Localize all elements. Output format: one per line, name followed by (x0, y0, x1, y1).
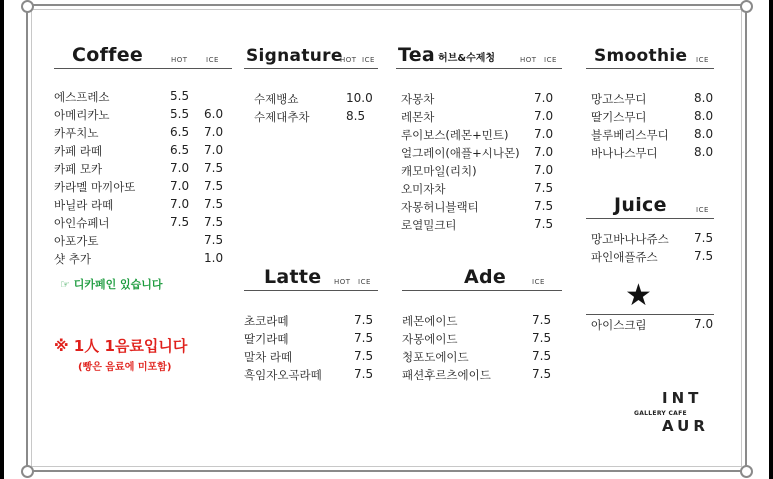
ade-header (402, 264, 562, 291)
juice-list (591, 231, 719, 267)
latte-item-name: 흑임자오곡라떼 (244, 368, 322, 382)
tea-item-row (401, 109, 567, 127)
signature-list (254, 91, 388, 127)
smoothie-item-name: 망고스무디 (591, 92, 647, 106)
latte-item-row (244, 331, 378, 349)
latte-ice-label: ICE (358, 278, 371, 286)
coffee-ice-label: ICE (206, 56, 219, 64)
coffee-item-name: 카라멜 마끼아또 (54, 180, 136, 194)
signature-title: Signature (246, 46, 343, 66)
coffee-header (54, 42, 232, 69)
ade-item-row (402, 313, 562, 331)
tea-item-name: 자몽허니블랙티 (401, 200, 479, 214)
tea-item-name: 루이보스(레몬+민트) (401, 128, 509, 142)
ade-item-name: 자몽에이드 (402, 332, 458, 346)
tea-item-row (401, 199, 567, 217)
coffee-item-name: 아포가토 (54, 234, 99, 248)
latte-item-price-price: 7.5 (354, 313, 374, 327)
ade-item-row (402, 331, 562, 349)
signature-header (244, 42, 378, 69)
latte-item-price-price: 7.5 (354, 331, 374, 345)
coffee-item-hot-price: 7.0 (170, 197, 190, 211)
tea-title-text: Tea (398, 44, 436, 66)
coffee-item-hot-price: 7.5 (170, 215, 190, 229)
tea-item-row (401, 181, 567, 199)
coffee-item-row (54, 197, 232, 215)
smoothie-item-price-price: 8.0 (694, 91, 714, 105)
coffee-item-name: 아인슈페너 (54, 216, 110, 230)
coffee-item-hot-price: 6.5 (170, 143, 190, 157)
logo-middle: GALLERY CAFE (634, 410, 687, 417)
corner-ornament (21, 0, 34, 13)
tea-item-price-price: 7.0 (534, 127, 554, 141)
tea-item-row (401, 163, 567, 181)
latte-hot-label: HOT (334, 278, 351, 286)
coffee-item-ice-price: 7.0 (204, 125, 224, 139)
ade-ice-label: ICE (532, 278, 545, 286)
one-drink-note: ※ 1人 1음료입니다 (54, 337, 188, 355)
smoothie-title: Smoothie (594, 46, 688, 66)
tea-item-price-price: 7.5 (534, 199, 554, 213)
coffee-item-row (54, 215, 232, 233)
signature-item-price-price: 10.0 (346, 91, 373, 105)
left-edge (0, 0, 4, 479)
ade-item-price-price: 7.5 (532, 331, 552, 345)
ade-item-name: 레몬에이드 (402, 314, 458, 328)
juice-item-name: 망고바나나쥬스 (591, 232, 669, 246)
tea-item-name: 자몽차 (401, 92, 435, 106)
coffee-item-hot-price: 6.5 (170, 125, 190, 139)
coffee-item-ice-price: 1.0 (204, 251, 224, 265)
latte-item-name: 딸기라떼 (244, 332, 289, 346)
coffee-item-hot-price: 7.0 (170, 161, 190, 175)
juice-title: Juice (614, 194, 667, 216)
coffee-item-name: 샷 추가 (54, 252, 91, 266)
latte-item-name: 말차 라떼 (244, 350, 293, 364)
coffee-item-name: 아메리카노 (54, 108, 110, 122)
ade-item-row (402, 349, 562, 367)
latte-section (244, 264, 378, 382)
smoothie-header (586, 42, 714, 69)
signature-item-row (254, 109, 388, 127)
logo-top: INT (662, 389, 703, 407)
smoothie-list (591, 91, 719, 163)
coffee-item-name: 에스프레소 (54, 90, 110, 104)
latte-item-row (244, 367, 378, 385)
signature-item-price-price: 8.5 (346, 109, 366, 123)
latte-list (244, 313, 378, 385)
tea-item-name: 레몬차 (401, 110, 435, 124)
coffee-item-row (54, 251, 232, 269)
coffee-item-name: 바닐라 라떼 (54, 198, 114, 212)
ade-item-price-price: 7.5 (532, 313, 552, 327)
logo-bottom: AUR (662, 417, 709, 435)
coffee-hot-label: HOT (171, 56, 188, 64)
coffee-item-row (54, 89, 232, 107)
icecream-divider (586, 314, 714, 315)
juice-section (586, 192, 714, 264)
juice-item-price-price: 7.5 (694, 249, 714, 263)
signature-ice-label: ICE (362, 56, 375, 64)
ade-item-price-price: 7.5 (532, 367, 552, 381)
icecream-name: 아이스크림 (591, 318, 647, 332)
smoothie-item-row (591, 109, 719, 127)
smoothie-item-price-price: 8.0 (694, 145, 714, 159)
ade-item-name: 청포도에이드 (402, 350, 469, 364)
coffee-item-ice-price: 7.5 (204, 197, 224, 211)
coffee-item-ice-price: 7.5 (204, 215, 224, 229)
ade-list (402, 313, 562, 385)
icecream-price: 7.0 (694, 317, 714, 331)
tea-item-price-price: 7.0 (534, 163, 554, 177)
tea-item-row (401, 91, 567, 109)
tea-item-price-price: 7.0 (534, 109, 554, 123)
juice-ice-label: ICE (696, 206, 709, 214)
coffee-item-row (54, 125, 232, 143)
latte-header (244, 264, 378, 291)
star-icon: ★ (625, 278, 652, 313)
signature-item-name: 수제뱅쇼 (254, 92, 299, 106)
coffee-list (54, 89, 232, 269)
tea-item-price-price: 7.5 (534, 217, 554, 231)
tea-title (398, 44, 495, 66)
coffee-item-ice-price: 7.0 (204, 143, 224, 157)
coffee-item-name: 카페 모카 (54, 162, 103, 176)
juice-item-name: 파인애플쥬스 (591, 250, 658, 264)
corner-ornament (21, 465, 34, 478)
smoothie-item-name: 딸기스무디 (591, 110, 647, 124)
icecream-section (586, 314, 714, 333)
latte-item-name: 초코라떼 (244, 314, 289, 328)
coffee-item-row (54, 179, 232, 197)
smoothie-section (586, 42, 714, 160)
tea-item-row (401, 145, 567, 163)
right-edge (769, 0, 773, 479)
tea-header (396, 42, 562, 69)
smoothie-item-row (591, 91, 719, 109)
latte-item-price-price: 7.5 (354, 349, 374, 363)
corner-ornament (740, 0, 753, 13)
smoothie-item-price-price: 8.0 (694, 127, 714, 141)
cafe-logo (626, 389, 709, 437)
coffee-item-name: 카페 라떼 (54, 144, 103, 158)
coffee-title: Coffee (72, 44, 144, 66)
juice-item-row (591, 231, 719, 249)
signature-hot-label: HOT (340, 56, 357, 64)
bread-note: (빵은 음료에 미포함) (78, 362, 172, 373)
coffee-item-ice-price: 6.0 (204, 107, 224, 121)
coffee-item-ice-price: 7.5 (204, 161, 224, 175)
ade-item-name: 패션후르츠에이드 (402, 368, 491, 382)
latte-item-row (244, 349, 378, 367)
latte-item-price-price: 7.5 (354, 367, 374, 381)
latte-title: Latte (264, 266, 322, 288)
juice-item-row (591, 249, 719, 267)
smoothie-item-name: 바나나스무디 (591, 146, 658, 160)
icecream-row (591, 317, 719, 335)
smoothie-item-price-price: 8.0 (694, 109, 714, 123)
tea-item-price-price: 7.5 (534, 181, 554, 195)
corner-ornament (740, 465, 753, 478)
tea-item-name: 캐모마일(리치) (401, 164, 477, 178)
smoothie-item-row (591, 127, 719, 145)
tea-item-row (401, 127, 567, 145)
smoothie-ice-label: ICE (696, 56, 709, 64)
tea-item-row (401, 217, 567, 235)
tea-section (396, 42, 562, 232)
signature-item-name: 수제대추차 (254, 110, 310, 124)
coffee-item-ice-price: 7.5 (204, 179, 224, 193)
ade-section (402, 264, 562, 382)
tea-list (401, 91, 567, 235)
smoothie-item-name: 블루베리스무디 (591, 128, 669, 142)
coffee-section (54, 42, 232, 266)
coffee-item-hot-price: 5.5 (170, 89, 190, 103)
coffee-item-name: 카푸치노 (54, 126, 99, 140)
tea-item-name: 오미자차 (401, 182, 446, 196)
tea-subtitle: 허브&수제청 (438, 53, 496, 64)
coffee-item-row (54, 161, 232, 179)
coffee-item-row (54, 107, 232, 125)
ade-item-price-price: 7.5 (532, 349, 552, 363)
tea-ice-label: ICE (544, 56, 557, 64)
coffee-item-hot-price: 7.0 (170, 179, 190, 193)
juice-item-price-price: 7.5 (694, 231, 714, 245)
ade-item-row (402, 367, 562, 385)
smoothie-item-row (591, 145, 719, 163)
coffee-item-row (54, 143, 232, 161)
decaf-note: ☞ 디카페인 있습니다 (60, 278, 163, 291)
coffee-item-ice-price: 7.5 (204, 233, 224, 247)
ade-title: Ade (464, 266, 507, 288)
tea-item-price-price: 7.0 (534, 91, 554, 105)
coffee-item-hot-price: 5.5 (170, 107, 190, 121)
juice-header (586, 192, 714, 219)
coffee-item-row (54, 233, 232, 251)
tea-item-name: 로열밀크티 (401, 218, 457, 232)
latte-item-row (244, 313, 378, 331)
tea-hot-label: HOT (520, 56, 537, 64)
tea-item-name: 얼그레이(애플+시나몬) (401, 146, 520, 160)
signature-item-row (254, 91, 388, 109)
signature-section (244, 42, 378, 124)
tea-item-price-price: 7.0 (534, 145, 554, 159)
